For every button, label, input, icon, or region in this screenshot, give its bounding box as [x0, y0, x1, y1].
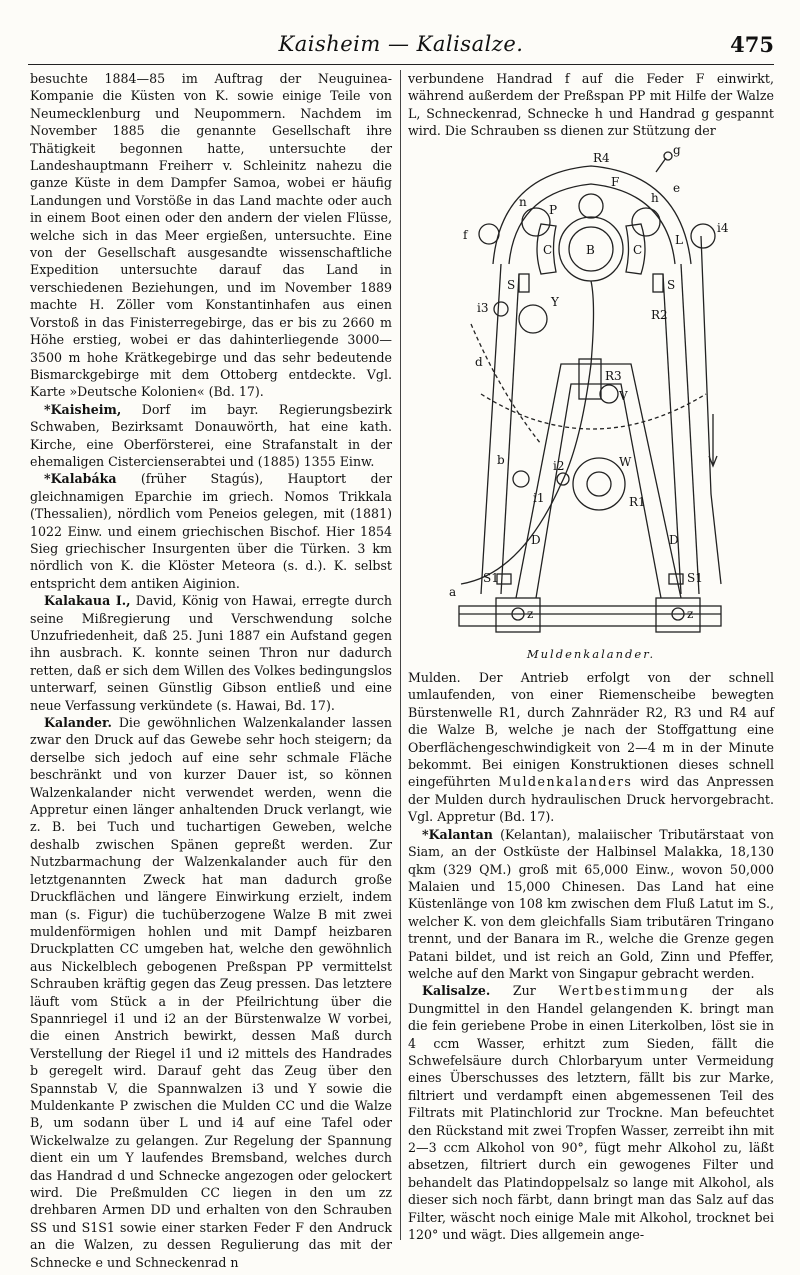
paragraph-mulden: [408, 669, 774, 826]
figure-muldenkalander: [408, 144, 774, 663]
direction-arrow: [709, 414, 717, 466]
entry-text-kalakaua: David, König von Hawai, erregte durch seine Mißregierung und Verschwendung solche Unzufriedenheit, daß 25. Juni 1887 ein Aufstand gegen ihn ausbrach. K. konnte seinen Thron nur dadurch retten, daß er sich dem Willen des Volkes bedingungslos unterwarf, seinen Günstlig Gibson entließ und eine neue Verfassung verkündete (s. Hawai, Bd. 17).: [30, 593, 392, 713]
spreader-v: [600, 385, 618, 403]
kalisalze-text-a: Zur: [512, 983, 536, 999]
page-number: 475: [730, 32, 774, 57]
lemma-kalander: Kalander.: [44, 715, 112, 731]
left-column: [30, 70, 392, 1271]
wheel-i4: [691, 224, 715, 248]
right-foot: [656, 598, 700, 632]
arm-right-outer: [681, 264, 699, 594]
label-v: V: [619, 388, 628, 403]
label-i4: i4: [717, 220, 729, 235]
label-s1-left: S1: [483, 570, 499, 585]
roller-y: [519, 305, 547, 333]
label-c-right: C: [633, 242, 643, 257]
left-foot: [496, 598, 540, 632]
label-h: h: [651, 190, 659, 205]
screw-s-right: [653, 274, 663, 292]
entry-kaisheim: [30, 401, 392, 471]
label-b: B: [586, 242, 595, 257]
screw-s-left: [519, 274, 529, 292]
wheel-f: [479, 224, 499, 244]
label-r2: R2: [651, 307, 668, 322]
label-w: W: [619, 454, 632, 469]
entry-kalakaua: [30, 592, 392, 714]
gear-r3-box: [579, 359, 601, 399]
fabric-exit: [701, 236, 721, 584]
wheel-top: [579, 194, 603, 218]
roller-i3: [494, 302, 508, 316]
label-y: Y: [551, 294, 559, 309]
label-r1: R1: [629, 494, 646, 509]
label-i1: i1: [533, 490, 545, 505]
label-r4: R4: [593, 150, 610, 165]
label-f-upper: F: [611, 174, 620, 189]
label-g: g: [673, 143, 681, 157]
page-header: [28, 30, 774, 65]
label-l: L: [675, 232, 683, 247]
label-r3: R3: [605, 368, 622, 383]
handwheel-b: [513, 471, 529, 487]
lemma-kalakaua: Kalakaua I.,: [44, 593, 131, 609]
entry-text-kalantan: (Kelantan), malaiischer Tributärstaat von Siam, an der Ostküste der Halbinsel Malakka, 18,130 qkm (329 QM.) groß mit 65,000 Einw., wovon 50,000 Malaien und 15,000 Chinesen. Das Land hat eine Küstenlänge von 108 km zwischen dem Fluß Latut im S., welcher K. von dem gleichfalls Siam tributären Tringano trennt, und der Banara im R., welche die Grenze gegen Patani bildet, und ist reich an Gold, Zinn und Pfeffer, welche auf den Markt von Singapur gebracht werden.: [408, 826, 774, 981]
lemma-kalisalze: Kalisalze.: [422, 983, 491, 999]
paragraph-neuguinea: besuchte 1884—85 im Auftrag der Neuguinea-Kompanie die Küsten von K. sowie einige Teile von Neumecklenburg und Neupommern. Nachdem im November 1885 die genannte Gesellschaft ihre Thätigkeit begonnen hatte, untersuchte der Landeshauptmann Freiherr v. Schleinitz nahezu die ganze Küste in dem Dampfer Samoa, wobei er häufig Landungen und Vorstöße in das Land machte oder auch in einem Boot einen oder den andern der vielen Flüsse, welche sich in das Meer ergießen, untersuchte. Eine von der Gesellschaft ausgesandte wissenschaftliche Expedition untersuchte darauf das Land in verschiedenen Beziehungen, und im November 1889 machte H. Zöller vom Konstantinhafen aus einen Vorstoß in das Finisterregebirge, das er bis zu 2660 m Höhe erstieg, wobei er das dahinterliegende 3000—3500 m hohe Krätkegebirge und das sehr bedeutende Bismarckgebirge mit dem Ottoberg entdeckte. Vgl. Karte »Deutsche Kolonien« (Bd. 17).: [30, 71, 392, 400]
entry-kalabaka: [30, 470, 392, 592]
label-z-left: z: [527, 606, 534, 621]
entry-kalantan: [408, 826, 774, 983]
lemma-kaisheim: *Kaisheim,: [44, 401, 122, 417]
label-i2: i2: [553, 458, 565, 473]
label-b-handwheel: b: [497, 452, 505, 467]
label-c-left: C: [543, 242, 553, 257]
entry-text-kalander: Die gewöhnlichen Walzenkalander lassen zwar den Druck auf das Gewebe sehr hoch steigern; da derselbe sich jedoch auf eine sehr schmale Fläche beschränkt und von kurzer Dauer ist, so können Walzenkalander nicht verwendet werden, wenn die Appretur einen länger anhaltenden Druck verlangt, wie z. B. bei Tuch und tuchartigen Geweben, welche deshalb zwischen Spänen gepreßt werden. Zur Nutzbarmachung der Walzenkalander auch für den letztgenannten Zweck hat man dadurch große Druckflächen und längere Einwirkung erzielt, indem man (s. Figur) die tuchüberzogene Walze B mit zwei muldenförmigen hohlen und mit Dampf heizbaren Druckplatten CC umgeben hat, welche den gewöhnlich aus Nickelblech gebogenen Preßspan PP vermittelst Schrauben kräftig gegen das Zeug pressen. Das letztere läuft vom Stück a in der Pfeilrichtung über die Spannriegel i1 und i2 an der Bürstenwalze W vorbei, die einen Anstrich bewirkt, dessen Maß durch Verstellung der Riegel i1 und i2 mittels des Handrades b geregelt wird. Darauf geht das Zeug über den Spannstab V, die Spannwalzen i3 und Y sowie die Muldenkante P zwischen die Mulden CC und die Walze B, um sodann über L und i4 auf eine Tafel oder Wickelwalze zu gelangen. Zur Regelung der Spannung dient ein um Y laufendes Bremsband, welches durch das Handrad d und Schnecke angezogen oder gelockert wird. Die Preßmulden CC liegen in den um zz drehbaren Armen DD und erhalten von den Schrauben SS und S1S1 sowie einer starken Feder F den Andruck an die Walzen, zu dessen Regulierung das mit der Schnecke e und Schneckenrad n: [30, 715, 392, 1270]
right-column: [408, 70, 774, 1243]
arm-left-inner: [501, 274, 519, 594]
lemma-kalantan: *Kalantan: [422, 826, 493, 842]
entry-text-kalabaka: (früher Stagús), Hauptort der gleichnamigen Eparchie im griech. Nomos Trikkala (Thessalien), nördlich vom Peneios gelegen, mit (1881) 1022 Einw. und einem griechischen Bischof. Hier 1854 Sieg griechischer Insurgenten über die Türken. 3 km nördlich von K. die Klöster Meteora (s. d.). K. selbst entspricht dem antiken Aiginion.: [30, 471, 392, 591]
entry-kalisalze: [408, 982, 774, 1243]
muldenkalanders-term: Muldenkalanders: [498, 774, 633, 790]
label-d: d: [475, 354, 483, 369]
label-z-right: z: [687, 606, 694, 621]
label-d-left: D: [531, 532, 541, 547]
screw-s1-left: [497, 574, 511, 584]
mulden-text: Mulden. Der Antrieb erfolgt von der schnell umlaufenden, von einer Riemenscheibe bewegten Bürstenwelle R1, durch Zahnräder R2, R3 und R4 auf die Walze B, welche je nach der Stoffgattung eine Oberflächengeschwindigkeit von 2—4 m in der Minute bekommt. Bei einigen Konstruktionen dieses schnell eingeführten: [408, 670, 774, 790]
entry-text-kaisheim: Dorf im bayr. Regierungsbezirk Schwaben, Bezirksamt Donauwörth, hat eine kath. Kirche, eine Oberförsterei, eine Strafanstalt in der ehemaligen Cistercienserabtei und (1885) 1355 Einw.: [30, 401, 392, 469]
lemma-kalabaka: *Kalabáka: [44, 471, 117, 487]
wertbestimmung-term: Wertbestimmung: [558, 983, 690, 999]
column-divider: [400, 70, 401, 1240]
label-s-right: S: [667, 277, 676, 292]
mulden-text-end: wird das Anpressen der Mulden durch hydraulischen Druck hervorgebracht. Vgl. Appretur (Bd. 17).: [408, 774, 774, 825]
label-d-right: D: [669, 532, 679, 547]
entry-kalander: [30, 714, 392, 1271]
wheel-left-top: [522, 208, 550, 236]
handwheel-g: [664, 152, 672, 160]
paragraph-kalander-cont: verbundene Handrad f auf die Feder F einwirkt, während außerdem der Preßspan PP mit Hilfe der Walze L, Schneckenrad, Schnecke h und Handrad g gespannt wird. Die Schrauben ss dienen zur Stützung der: [408, 71, 774, 139]
label-f: f: [463, 227, 468, 242]
label-s-left: S: [507, 277, 516, 292]
label-p: P: [549, 202, 558, 217]
brush-roller-w: [573, 458, 625, 510]
belt-path-dashed: [471, 324, 541, 444]
muldenkalander-diagram: [441, 144, 741, 644]
label-i3: i3: [477, 300, 489, 315]
label-n: n: [519, 194, 527, 209]
running-head: Kaisheim — Kalisalze.: [278, 32, 524, 56]
figure-caption: Muldenkalander.: [526, 646, 656, 661]
label-e: e: [673, 180, 681, 195]
gear-r1: [587, 472, 611, 496]
kalisalze-text-b: der als Dungmittel in den Handel gelangenden K. bringt man die fein geriebene Probe in einen Literkolben, löst sie in 4 ccm Wasser, erhitzt zum Sieden, fällt die Schwefelsäure durch Chlorbaryum unter Vermeidung eines Überschusses des letztern, fällt bis zur Marke, filtriert und verdampft einen abgemessenen Teil des Filtrats mit Platinchlorid zur Trockne. Man befeuchtet den Rückstand mit zwei Tropfen Wasser, zerreibt ihn mit 2—3 ccm Alkohol von 90°, fügt mehr Alkohol zu, läßt absetzen, filtriert durch ein gewogenes Filter und behandelt das Platindoppelsalz so lange mit Alkohol, als dieser sich noch färbt, dann bringt man das Salz auf das Filter, wäscht noch einige Male mit Alkohol, trocknet bei 120° und wägt. Dies allgemein ange-: [408, 983, 774, 1243]
handwheel-g-rod: [656, 158, 666, 172]
wheel-right-top: [632, 208, 660, 236]
label-s1-right: S1: [687, 570, 703, 585]
label-a: a: [449, 584, 457, 599]
